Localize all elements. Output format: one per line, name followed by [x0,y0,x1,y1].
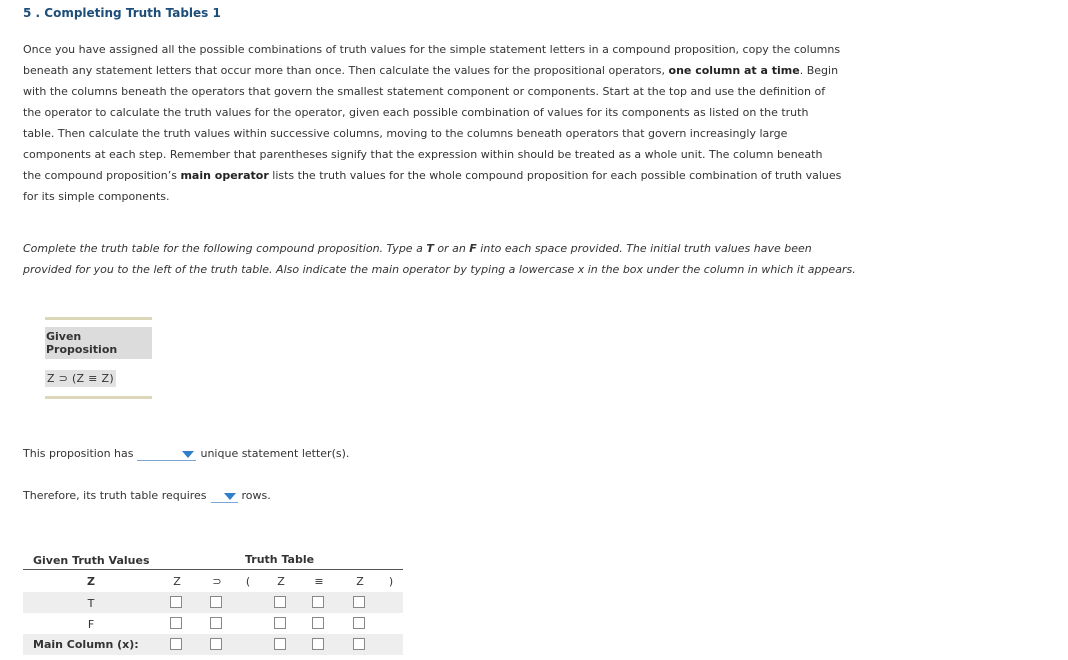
question-title: 5 . Completing Truth Tables 1 [23,6,221,20]
instructions-paragraph [23,39,843,207]
given-proposition-label: Given Proposition [45,327,152,359]
main-column-label: Main Column (x): [33,638,139,651]
rows-sentence-after: rows. [241,489,271,502]
task-text-3: into each space provided. The initial truth values have been provided for you to the left of the truth table. Also indicate the main operator by typing a lowercase x in the box under the column in which it appears. [23,242,856,276]
given-value: F [87,618,95,631]
dropdown-arrow-icon [182,451,194,458]
truth-input[interactable] [312,596,324,608]
table-row [23,592,403,613]
task-text-2: or an [433,242,470,255]
proposition-top-rule [45,317,152,320]
truth-input[interactable] [210,617,222,629]
truth-input[interactable] [274,617,286,629]
given-proposition-expression: Z ⊃ (Z ≡ Z) [47,372,114,385]
rows-dropdown[interactable] [211,490,238,503]
task-F: F [469,242,477,255]
truth-input[interactable] [274,596,286,608]
main-column-row [23,634,403,655]
column-header: ⊃ [212,575,222,588]
column-header: ≡ [314,575,324,588]
main-column-input[interactable] [170,638,182,650]
given-variable-header: Z [87,575,95,588]
task-text-1: Complete the truth table for the following compound proposition. Type a [23,242,427,255]
proposition-bottom-rule [45,396,152,399]
column-header-row [23,572,403,593]
letters-sentence [23,447,349,461]
truth-input[interactable] [170,596,182,608]
rows-sentence-before: Therefore, its truth table requires [23,489,207,502]
letters-sentence-after: unique statement letter(s). [200,447,350,460]
truth-input[interactable] [353,596,365,608]
column-header: ( [245,575,251,588]
unique-letters-dropdown[interactable] [137,448,196,461]
truth-input[interactable] [353,617,365,629]
instructions-bold-2: main operator [180,169,269,182]
instructions-text-2: . Begin with the columns beneath the operators that govern the smallest statement component or components. Start at the top and use the definition of the operator to calculate the truth values for the operator, given each possible combination of values for its components as listed on the truth table. Then calculate the truth values within successive columns, moving to the columns beneath operators that govern increasingly large components at each step. Remember that parentheses signify that the expression within should be treated as a whole unit. The column beneath the compound proposition’s [23,64,839,182]
instructions-text-1: Once you have assigned all the possible combinations of truth values for the simple statement letters in a compound proposition, copy the columns beneath any statement letters that occur more than once. Then calculate the values for the propositional operators, [23,43,841,77]
instructions-text-3: lists the truth values for the whole compound proposition for each possible combination of truth values for its simple components. [23,169,842,203]
column-header: ) [388,575,394,588]
given-proposition-box [45,317,152,387]
given-truth-values-header: Given Truth Values [33,554,150,567]
main-column-input[interactable] [210,638,222,650]
task-paragraph [23,238,863,280]
letters-sentence-before: This proposition has [23,447,134,460]
truth-table-header-label: Truth Table [245,553,315,566]
truth-table-header [23,552,403,570]
rows-sentence [23,489,271,503]
main-column-input[interactable] [312,638,324,650]
truth-table [23,552,403,651]
instructions-bold-1: one column at a time [668,64,800,77]
main-column-input[interactable] [274,638,286,650]
truth-input[interactable] [170,617,182,629]
given-value: T [87,597,95,610]
truth-input[interactable] [312,617,324,629]
dropdown-arrow-icon [224,493,236,500]
main-column-input[interactable] [353,638,365,650]
task-T: T [426,242,434,255]
truth-input[interactable] [210,596,222,608]
column-header: Z [173,575,181,588]
column-header: Z [356,575,364,588]
table-row [23,613,403,634]
column-header: Z [277,575,285,588]
